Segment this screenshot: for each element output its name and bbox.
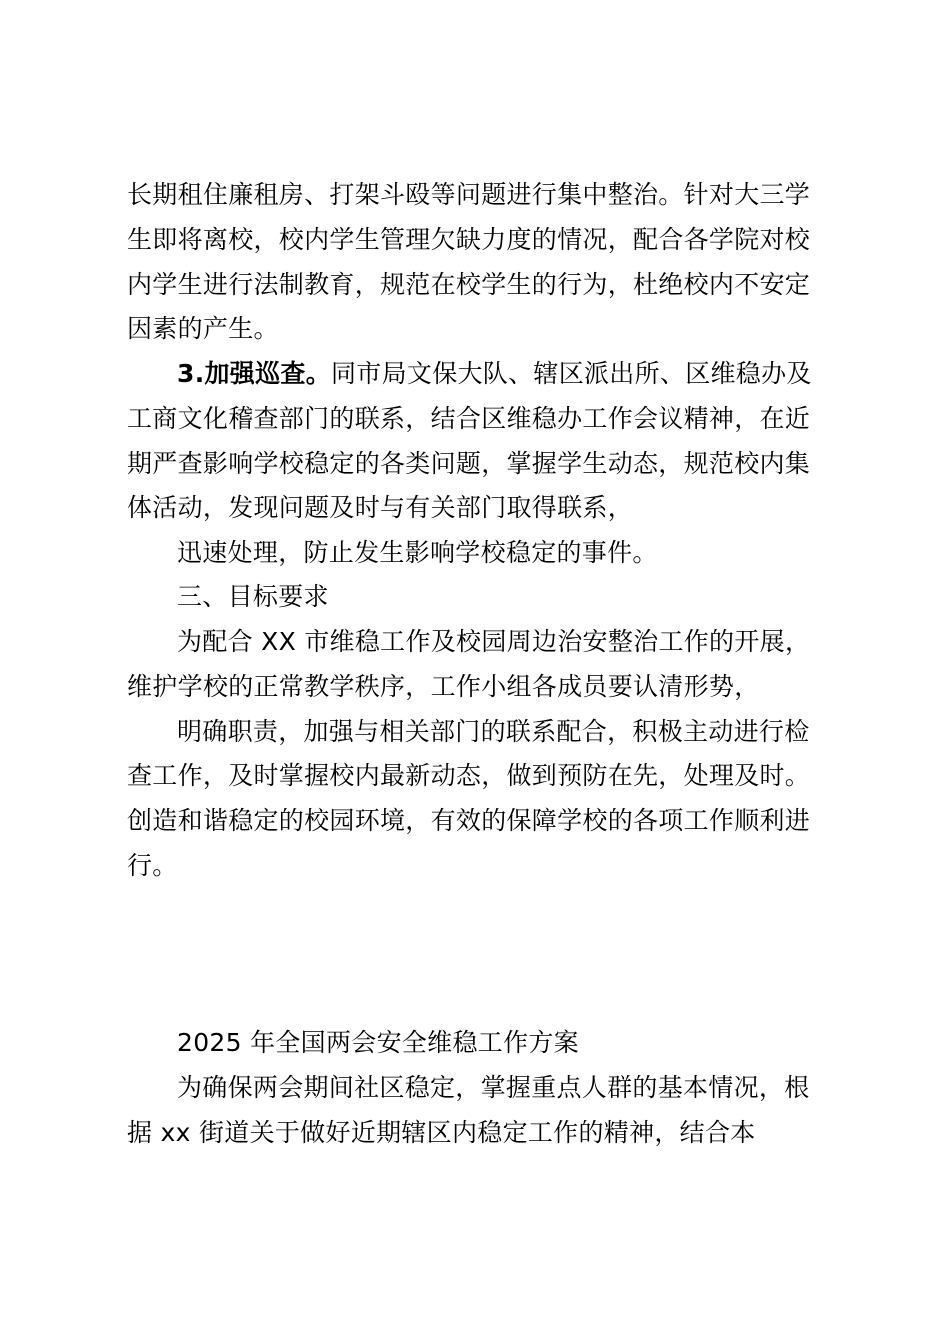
paragraph-line: 查工作，及时掌握校内最新动态，做到预防在先，处理及时。	[127, 761, 811, 790]
paragraph-line: 行。	[127, 851, 178, 880]
paragraph-line: 内学生进行法制教育，规范在校学生的行为，杜绝校内不安定	[127, 270, 811, 299]
paragraph-line: 明确职责，加强与相关部门的联系配合，积极主动进行检	[177, 717, 810, 746]
paragraph-first-line	[177, 359, 877, 389]
paragraph-line: 维护学校的正常教学秩序，工作小组各成员要认清形势，	[127, 672, 760, 701]
document-title: 2025 年全国两会安全维稳工作方案	[177, 1028, 579, 1057]
paragraph-line: 生即将离校，校内学生管理欠缺力度的情况，配合各学院对校	[127, 225, 811, 254]
paragraph-line: 体活动，发现问题及时与有关部门取得联系，	[127, 493, 634, 522]
paragraph-line: 工商文化稽查部门的联系，结合区维稳办工作会议精神，在近	[127, 404, 811, 433]
section-heading: 三、目标要求	[177, 582, 329, 611]
paragraph-line: 期严查影响学校稳定的各类问题，掌握学生动态，规范校内集	[127, 449, 811, 478]
paragraph-line: 迅速处理，防止发生影响学校稳定的事件。	[177, 538, 658, 567]
paragraph-line: 为确保两会期间社区稳定，掌握重点人群的基本情况，根	[177, 1073, 810, 1102]
paragraph-line: 因素的产生。	[127, 314, 279, 343]
paragraph-line: 长期租住廉租房、打架斗殴等问题进行集中整治。针对大三学	[127, 180, 811, 209]
paragraph-line: 据 xx 街道关于做好近期辖区内稳定工作的精神，结合本	[127, 1118, 756, 1147]
paragraph-line: 创造和谐稳定的校园环境，有效的保障学校的各项工作顺利进	[127, 806, 811, 835]
item-heading: 3.加强巡查。	[177, 359, 331, 388]
paragraph-text: 同市局文保大队、辖区派出所、区维稳办及	[331, 359, 812, 388]
paragraph-line: 为配合 XX 市维稳工作及校园周边治安整治工作的开展，	[177, 627, 811, 656]
